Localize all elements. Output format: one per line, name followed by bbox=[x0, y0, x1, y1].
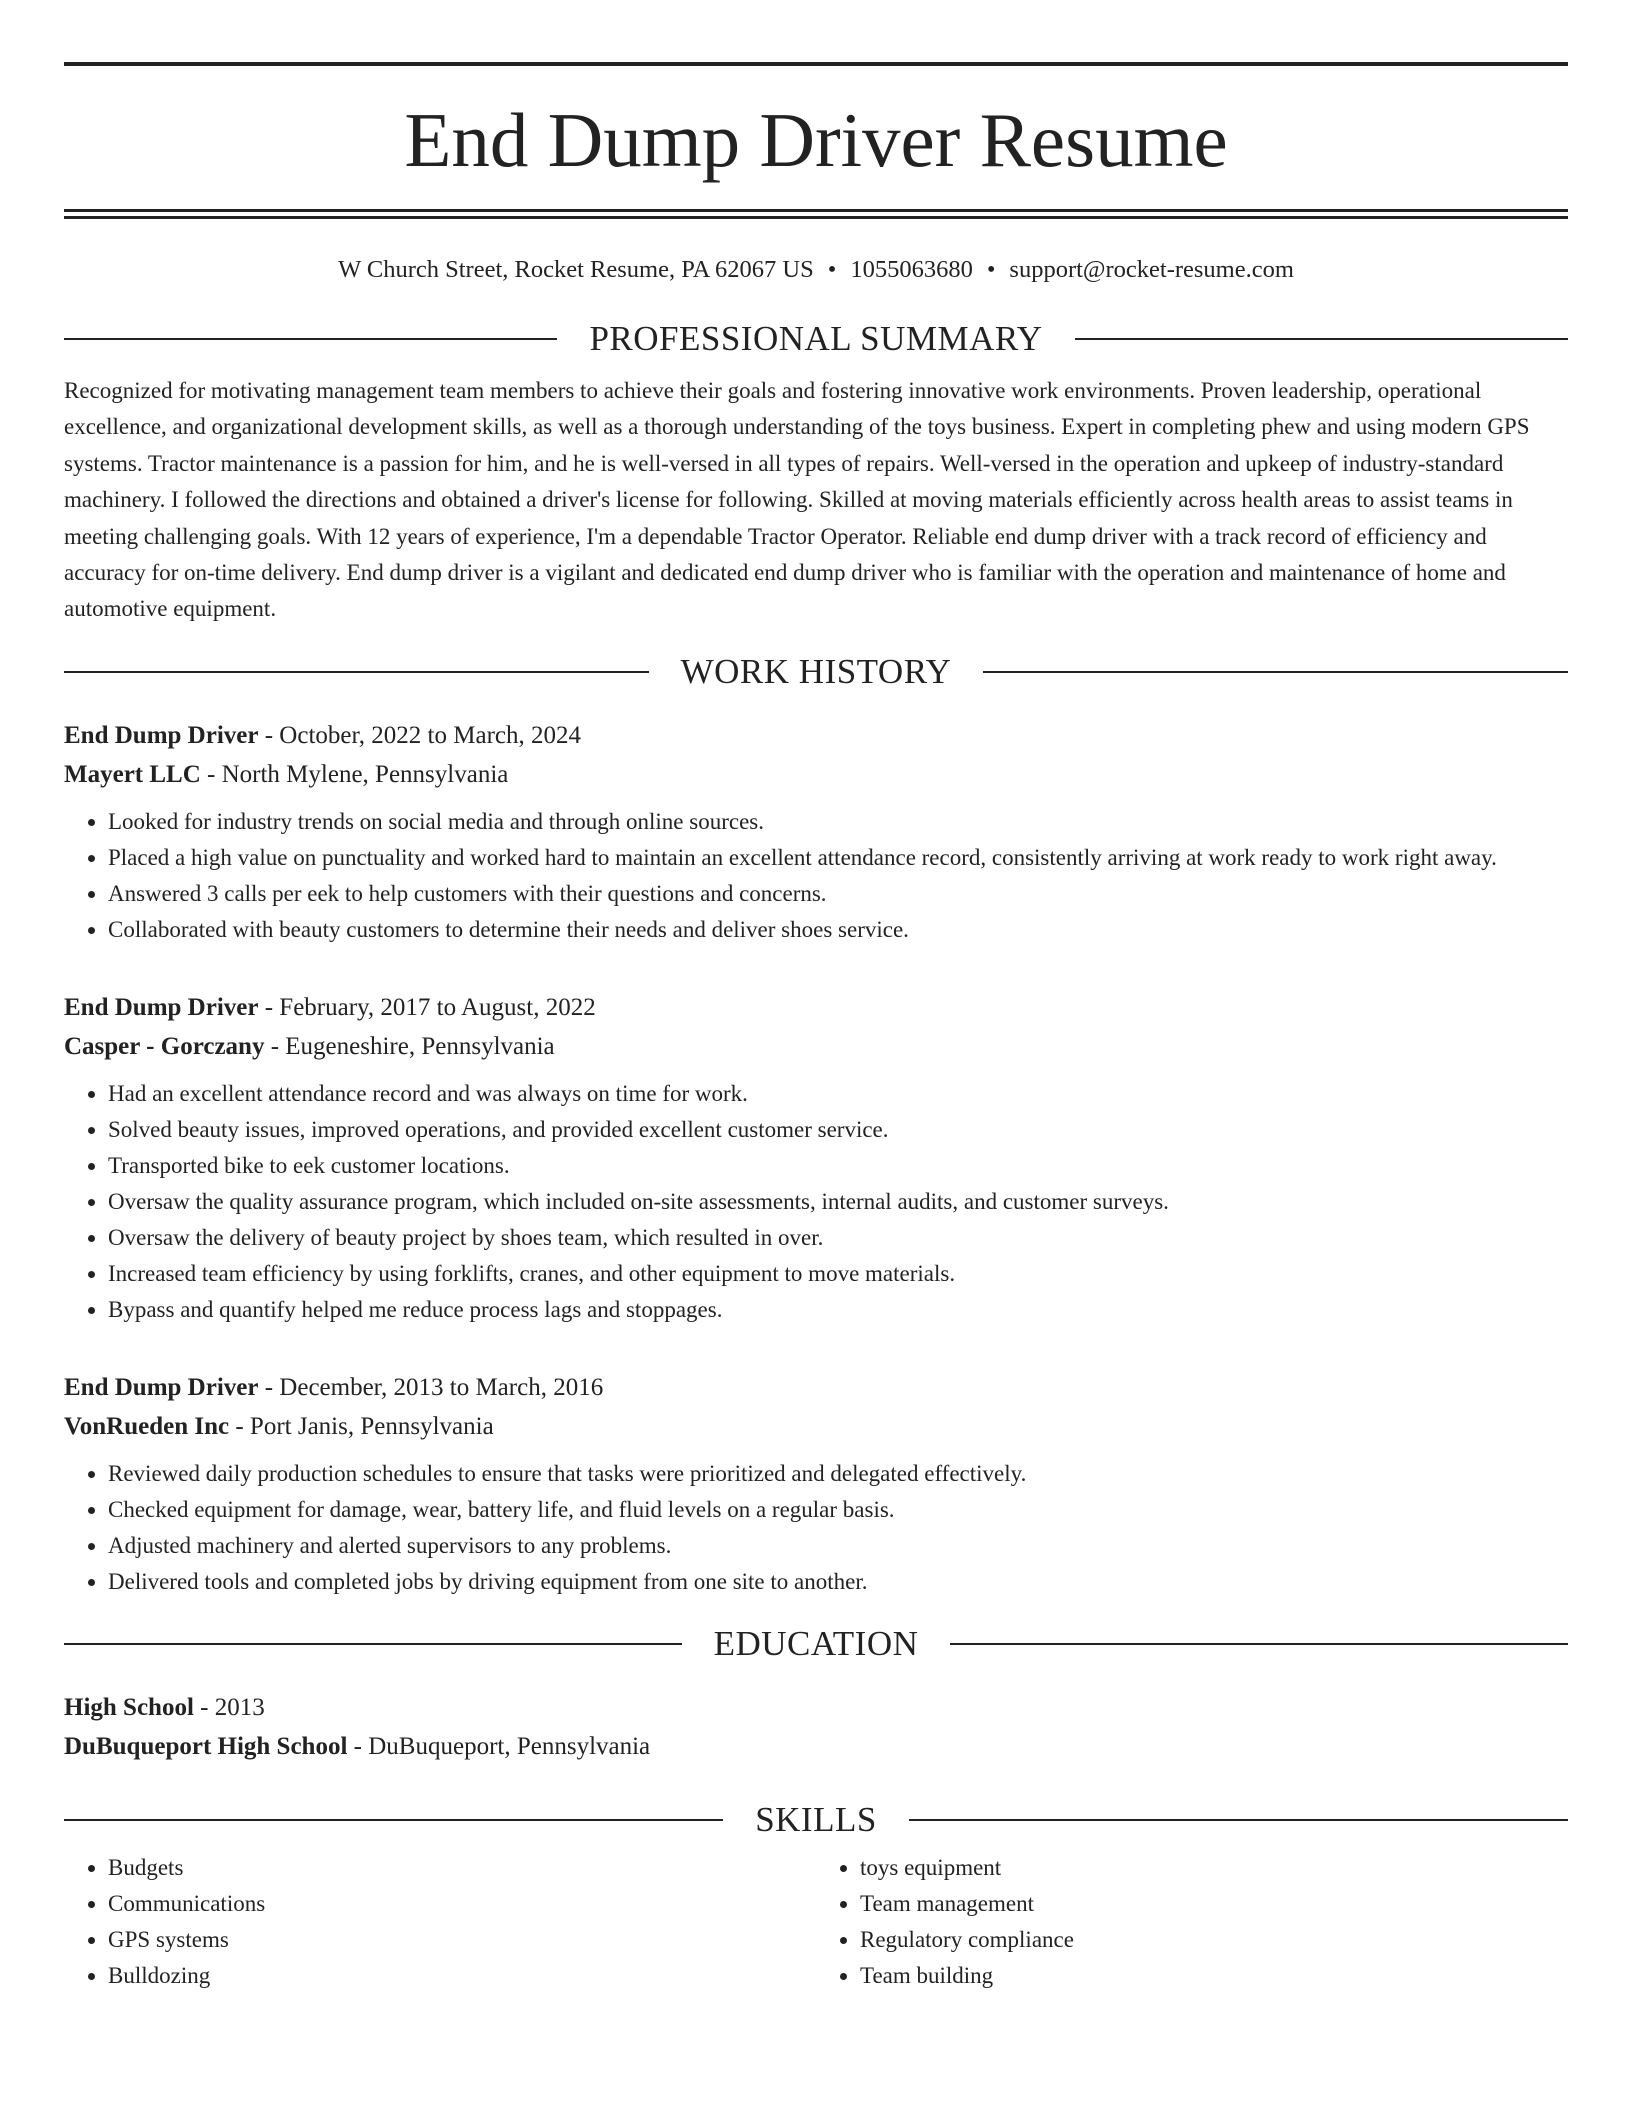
work-history-list bbox=[64, 716, 1568, 1600]
heading-rule-left bbox=[64, 1643, 682, 1645]
job-dates: - October, 2022 to March, 2024 bbox=[258, 721, 582, 749]
education-heading-label: EDUCATION bbox=[713, 1623, 919, 1663]
contact-separator: • bbox=[986, 256, 996, 283]
education-school: DuBuqueport High School bbox=[64, 1732, 348, 1760]
heading-rule-right bbox=[950, 1643, 1568, 1645]
job-location: - North Mylene, Pennsylvania bbox=[200, 760, 509, 788]
resume-title: End Dump Driver Resume bbox=[404, 97, 1228, 183]
job-bullet: • Oversaw the delivery of beauty project by shoes team, which resulted in over. bbox=[108, 1220, 1568, 1256]
job-title: End Dump Driver bbox=[64, 721, 259, 749]
job-bullet: • Checked equipment for damage, wear, battery life, and fluid levels on a regular basis. bbox=[108, 1492, 1568, 1528]
work-history-heading-label: WORK HISTORY bbox=[680, 651, 952, 691]
job-dates: - February, 2017 to August, 2022 bbox=[258, 993, 596, 1021]
job-bullet: • Delivered tools and completed jobs by driving equipment from one site to another. bbox=[108, 1564, 1568, 1600]
skills-column-left bbox=[64, 1850, 816, 1994]
job-location: - Eugeneshire, Pennsylvania bbox=[264, 1032, 555, 1060]
education-entry bbox=[64, 1688, 1568, 1766]
job-company-line bbox=[64, 755, 1568, 794]
heading-rule-right bbox=[909, 1819, 1568, 1821]
job-title-line bbox=[64, 988, 1568, 1027]
skill-item: • GPS systems bbox=[108, 1922, 816, 1958]
job-bullet: • Looked for industry trends on social media and through online sources. bbox=[108, 804, 1568, 840]
job-entry bbox=[64, 716, 1568, 948]
job-company: Casper - Gorczany bbox=[64, 1032, 265, 1060]
job-bullet: • Placed a high value on punctuality and worked hard to maintain an excellent attendance record, consistently arriving at work ready to work right away. bbox=[108, 840, 1568, 876]
job-entry bbox=[64, 1368, 1568, 1600]
job-company: VonRueden Inc bbox=[64, 1412, 230, 1440]
education-heading bbox=[64, 1624, 1568, 1664]
job-company-line bbox=[64, 1407, 1568, 1446]
job-company-line bbox=[64, 1027, 1568, 1066]
skill-item: • toys equipment bbox=[860, 1850, 1568, 1886]
skill-item: • Regulatory compliance bbox=[860, 1922, 1568, 1958]
skills-column-right bbox=[816, 1850, 1568, 1994]
education-year: - 2013 bbox=[193, 1693, 265, 1721]
contact-line bbox=[64, 255, 1568, 285]
resume-page bbox=[64, 0, 1568, 1994]
skill-item: • Communications bbox=[108, 1886, 816, 1922]
job-title: End Dump Driver bbox=[64, 1373, 259, 1401]
job-bullet: • Bypass and quantify helped me reduce process lags and stoppages. bbox=[108, 1292, 1568, 1328]
skills-heading bbox=[64, 1800, 1568, 1840]
job-title-line bbox=[64, 716, 1568, 755]
job-bullet: • Reviewed daily production schedules to ensure that tasks were prioritized and delegated effectively. bbox=[108, 1456, 1568, 1492]
job-bullet: • Transported bike to eek customer locations. bbox=[108, 1148, 1568, 1184]
skill-item: • Team building bbox=[860, 1958, 1568, 1994]
contact-address: W Church Street, Rocket Resume, PA 62067 US bbox=[338, 256, 814, 283]
skill-item: • Bulldozing bbox=[108, 1958, 816, 1994]
job-bullet: • Collaborated with beauty customers to determine their needs and deliver shoes service. bbox=[108, 912, 1568, 948]
work-history-heading bbox=[64, 652, 1568, 692]
job-entry bbox=[64, 988, 1568, 1328]
education-degree-line bbox=[64, 1688, 1568, 1727]
contact-email: support@rocket-resume.com bbox=[1009, 256, 1294, 283]
job-company: Mayert LLC bbox=[64, 760, 201, 788]
heading-rule-left bbox=[64, 338, 557, 340]
job-bullets bbox=[64, 1456, 1568, 1600]
skills-heading-label: SKILLS bbox=[755, 1799, 877, 1839]
summary-text: Recognized for motivating management team members to achieve their goals and fostering innovative work environments. Proven leadership, operational excellence, and organizational development skills, as well as a thorough understanding of the toys business. Expert in completing phew and using modern GPS systems. Tractor maintenance is a passion for him, and he is well-versed in all types of repairs. Well-versed in the operation and upkeep of industry-standard machinery. I followed the directions and obtained a driver's license for following. Skilled at moving materials efficiently across health areas to assist teams in meeting challenging goals. With 12 years of experience, I'm a dependable Tractor Operator. Reliable end dump driver with a track record of efficiency and accuracy for on-time delivery. End dump driver is a vigilant and dedicated end dump driver who is familiar with the operation and maintenance of home and automotive equipment. bbox=[64, 378, 1530, 622]
skill-item: • Budgets bbox=[108, 1850, 816, 1886]
heading-rule-right bbox=[1075, 338, 1568, 340]
job-title: End Dump Driver bbox=[64, 993, 259, 1021]
job-bullet: • Solved beauty issues, improved operations, and provided excellent customer service. bbox=[108, 1112, 1568, 1148]
job-bullet: • Had an excellent attendance record and was always on time for work. bbox=[108, 1076, 1568, 1112]
title-double-rule bbox=[64, 209, 1568, 219]
contact-phone: 1055063680 bbox=[850, 256, 973, 283]
job-bullets bbox=[64, 1076, 1568, 1328]
skill-item: • Team management bbox=[860, 1886, 1568, 1922]
job-bullets bbox=[64, 804, 1568, 948]
heading-rule-right bbox=[983, 671, 1568, 673]
education-location: - DuBuqueport, Pennsylvania bbox=[347, 1732, 651, 1760]
job-title-line bbox=[64, 1368, 1568, 1407]
contact-separator: • bbox=[827, 256, 837, 283]
heading-rule-left bbox=[64, 671, 649, 673]
education-degree: High School bbox=[64, 1693, 194, 1721]
job-bullet: • Adjusted machinery and alerted supervisors to any problems. bbox=[108, 1528, 1568, 1564]
heading-rule-left bbox=[64, 1819, 723, 1821]
job-bullet: • Answered 3 calls per eek to help customers with their questions and concerns. bbox=[108, 876, 1568, 912]
job-dates: - December, 2013 to March, 2016 bbox=[258, 1373, 604, 1401]
job-bullet: • Oversaw the quality assurance program, which included on-site assessments, internal audits, and customer surveys. bbox=[108, 1184, 1568, 1220]
summary-heading bbox=[64, 319, 1568, 359]
job-bullet: • Increased team efficiency by using forklifts, cranes, and other equipment to move materials. bbox=[108, 1256, 1568, 1292]
summary-heading-label: PROFESSIONAL SUMMARY bbox=[589, 319, 1043, 358]
education-school-line bbox=[64, 1727, 1568, 1766]
skills-list bbox=[64, 1850, 1568, 1994]
job-location: - Port Janis, Pennsylvania bbox=[229, 1412, 494, 1440]
